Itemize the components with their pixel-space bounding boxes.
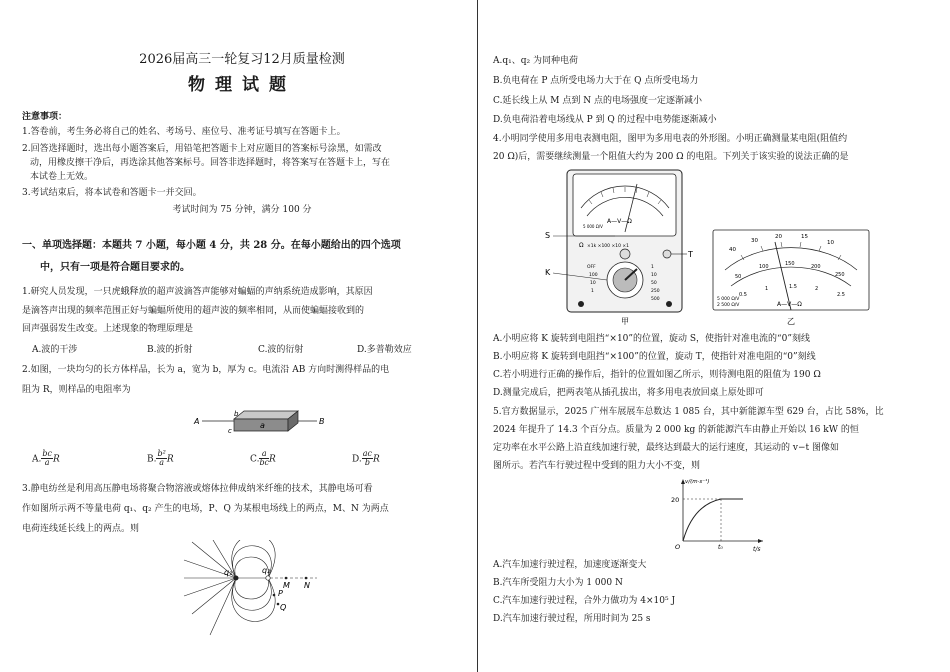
svg-text:2.5: 2.5 (837, 292, 845, 298)
q5-option-b: B.汽车所受阻力大小为 1 000 N (493, 578, 623, 588)
q1-stem: 是滴答声出现的频率范围正好与蝙蝠所使用的超声波的频率相同，从而使蝙蝠接收到的 (22, 306, 365, 316)
svg-text:100: 100 (589, 273, 598, 278)
q4-option-d: D.测量完成后，把两表笔从插孔拔出，将多用电表放回桌上原处即可 (493, 388, 764, 398)
exam-title: 2026届高三一轮复习12月质量检测 (139, 52, 345, 67)
q2-stem: 2.如图，一块均匀的长方体样品，长为 a，宽为 b，厚为 c。电流沿 AB 方向时测得样品的电 (22, 365, 390, 375)
svg-text:1: 1 (651, 265, 654, 270)
label-width: b (234, 410, 239, 418)
graph-origin: O (675, 543, 681, 551)
multimeter-figure (545, 168, 695, 328)
label-s: S (545, 231, 551, 240)
point-q-label: Q (280, 603, 287, 612)
dial-spec-label: 5 000 Ω/V (583, 224, 603, 229)
svg-text:250: 250 (835, 272, 845, 278)
range-label: ×1k ×100 ×10 ×1 (587, 244, 630, 249)
q2-option-b: B. $\frac{\text{b²}}{a}$ R (147, 449, 174, 468)
svg-text:50: 50 (735, 274, 742, 280)
q2-option-d: D. $\frac{ac}{b}$ R (352, 449, 380, 468)
q3-field-figure (182, 540, 342, 665)
label-b-end: B (319, 417, 325, 426)
q5-stem: 图所示。若汽车行驶过程中受到的阻力大小不变，则 (493, 461, 701, 471)
q3-option-d: D.负电荷沿着电场线从 P 到 Q 的过程中电势能逐渐减小 (493, 115, 717, 125)
q3-option-b: B.负电荷在 P 点所受电场力大于在 Q 点所受电场力 (493, 76, 699, 86)
svg-text:1: 1 (765, 286, 769, 292)
q2-option-a: A. $\frac{bc}{a}$ R (32, 449, 60, 468)
label-jia: 甲 (621, 317, 629, 326)
svg-text:40: 40 (729, 247, 736, 253)
svg-text:OFF: OFF (587, 265, 596, 270)
charge-q1-label: q₁ (224, 568, 233, 577)
charge-q2-label: q₂ (262, 566, 271, 575)
omega-label: Ω (579, 242, 584, 249)
svg-text:50: 50 (651, 281, 657, 286)
graph-vmax: 20 (671, 496, 680, 504)
q4-option-b: B.小明应将 K 旋转到电阻挡“×100”的位置，旋动 T，使指针对准电阻的“0”刻线 (493, 352, 816, 362)
svg-text:2: 2 (815, 286, 819, 292)
svg-text:0.5: 0.5 (739, 292, 747, 298)
point-p-label: P (278, 589, 283, 598)
svg-text:150: 150 (785, 261, 795, 267)
q5-option-a: A.汽车加速行驶过程，加速度逐渐变大 (493, 560, 647, 570)
time-score: 考试时间为 75 分钟，满分 100 分 (172, 205, 312, 215)
q1-option-d: D.多普勒效应 (357, 345, 412, 355)
dial-avo-label: A—V—Ω (607, 218, 632, 225)
q2-block-figure (192, 405, 332, 441)
notice-line: 本试卷上无效。 (30, 172, 94, 182)
svg-text:200: 200 (811, 264, 821, 270)
zoom-spec1: 5 000 Ω/V (717, 297, 740, 302)
graph-ylabel: v/(m·s⁻¹) (685, 479, 710, 485)
q2-option-c: C. $\frac{a}{bc}$ R (250, 449, 276, 468)
q4-stem: 4.小明同学使用多用电表测电阻，图甲为多用电表的外形图。小明正确测量某电阻(阻值约 (493, 134, 848, 144)
label-a-end: A (194, 417, 200, 426)
column-divider (477, 0, 478, 672)
svg-text:10: 10 (590, 281, 596, 286)
svg-text:10: 10 (651, 273, 657, 278)
point-m-label: M (283, 581, 290, 590)
q4-option-c: C.若小明进行正确的操作后，指针的位置如图乙所示，则待测电阻的阻值为 190 Ω (493, 370, 821, 380)
q3-stem: 3.静电纺丝是利用高压静电场将聚合物溶液或熔体拉伸成纳米纤维的技术，其静电场可看 (22, 484, 373, 494)
q1-stem: 回声强弱发生改变。上述现象的物理原理是 (22, 324, 194, 334)
notice-line: 2.回答选择题时，选出每小题答案后，用铅笔把答题卡上对应题目的答案标号涂黑，如需改 (22, 144, 382, 154)
point-n-label: N (304, 581, 310, 590)
q1-stem: 1.研究人员发现，一只虎蛾释放的超声波滴答声能够对蝙蝠的声纳系统造成影响，其原因 (22, 287, 373, 297)
svg-text:1.5: 1.5 (789, 284, 797, 290)
svg-text:100: 100 (759, 264, 769, 270)
section-heading: 一、单项选择题：本题共 7 小题，每小题 4 分，共 28 分。在每小题给出的四个选项 (22, 240, 401, 251)
graph-t0: t₀ (718, 544, 723, 551)
notice-line: 动，用橡皮擦干净后，再选涂其他答案标号。回答非选择题时，将答案写在答题卡上，写在 (30, 158, 391, 168)
q1-option-c: C.波的衍射 (258, 345, 304, 355)
zoom-spec2: 2 500 Ω/V (717, 303, 740, 308)
graph-xlabel: t/s (753, 546, 761, 553)
q5-option-c: C.汽车加速行驶过程，合外力做功为 4×10⁵ J (493, 596, 676, 606)
svg-text:500: 500 (651, 297, 660, 302)
section-heading-2: 中，只有一项是符合题目要求的。 (40, 262, 190, 273)
svg-text:20: 20 (775, 234, 782, 240)
notice-heading: 注意事项： (22, 112, 68, 122)
q1-option-a: A.波的干涉 (32, 345, 78, 355)
q3-stem: 作如图所示两不等量电荷 q₁、q₂ 产生的电场，P、Q 为某根电场线上的两点，M、N 为两点 (22, 504, 389, 514)
svg-text:30: 30 (751, 238, 758, 244)
q4-option-a: A.小明应将 K 旋转到电阻挡“×10”的位置，旋动 S，使指针对准电流的“0”刻线 (493, 334, 810, 344)
label-t: T (688, 250, 693, 259)
label-length: a (260, 421, 265, 430)
vt-graph (663, 475, 773, 555)
q5-option-d: D.汽车加速行驶过程，所用时间为 25 s (493, 614, 651, 624)
label-yi: 乙 (787, 317, 795, 326)
q5-stem: 定功率在水平公路上沿直线加速行驶，最终达到最大的运行速度，其运动的 v−t 图像如 (493, 443, 839, 453)
q4-stem: 20 Ω)后，需要继续测量一个阻值大约为 200 Ω 的电阻。下列关于该实验的说法正确的是 (493, 152, 849, 162)
svg-text:10: 10 (827, 240, 834, 246)
q2-stem: 阻为 R，则样品的电阻率为 (22, 385, 131, 395)
q5-stem: 2024 年提升了 14.3 个百分点。质量为 2 000 kg 的新能源汽车由静止开始以 16 kW 的恒 (493, 425, 859, 435)
notice-line: 3.考试结束后，将本试卷和答题卡一并交回。 (22, 188, 202, 198)
q1-option-b: B.波的折射 (147, 345, 193, 355)
svg-text:1: 1 (591, 289, 594, 294)
notice-line: 1.答卷前，考生务必将自己的姓名、考场号、座位号、准考证号填写在答题卡上。 (22, 127, 346, 137)
svg-text:15: 15 (801, 234, 808, 240)
zoom-avo-label: A—V—Ω (777, 301, 802, 308)
label-thickness: c (228, 427, 232, 435)
q5-stem: 5.官方数据显示，2025 广州车展展车总数达 1 085 台，其中新能源车型 629 台，占比 58%，比 (493, 407, 884, 417)
svg-text:250: 250 (651, 289, 660, 294)
q3-option-c: C.延长线上从 M 点到 N 点的电场强度一定逐渐减小 (493, 96, 702, 106)
subject-title: 物理试题 (188, 75, 296, 95)
dial-zoom-figure (711, 228, 871, 328)
label-k: K (545, 268, 551, 277)
q3-option-a: A.q₁、q₂ 为同种电荷 (493, 56, 578, 66)
q3-stem: 电荷连线延长线上的两点。则 (22, 524, 140, 534)
